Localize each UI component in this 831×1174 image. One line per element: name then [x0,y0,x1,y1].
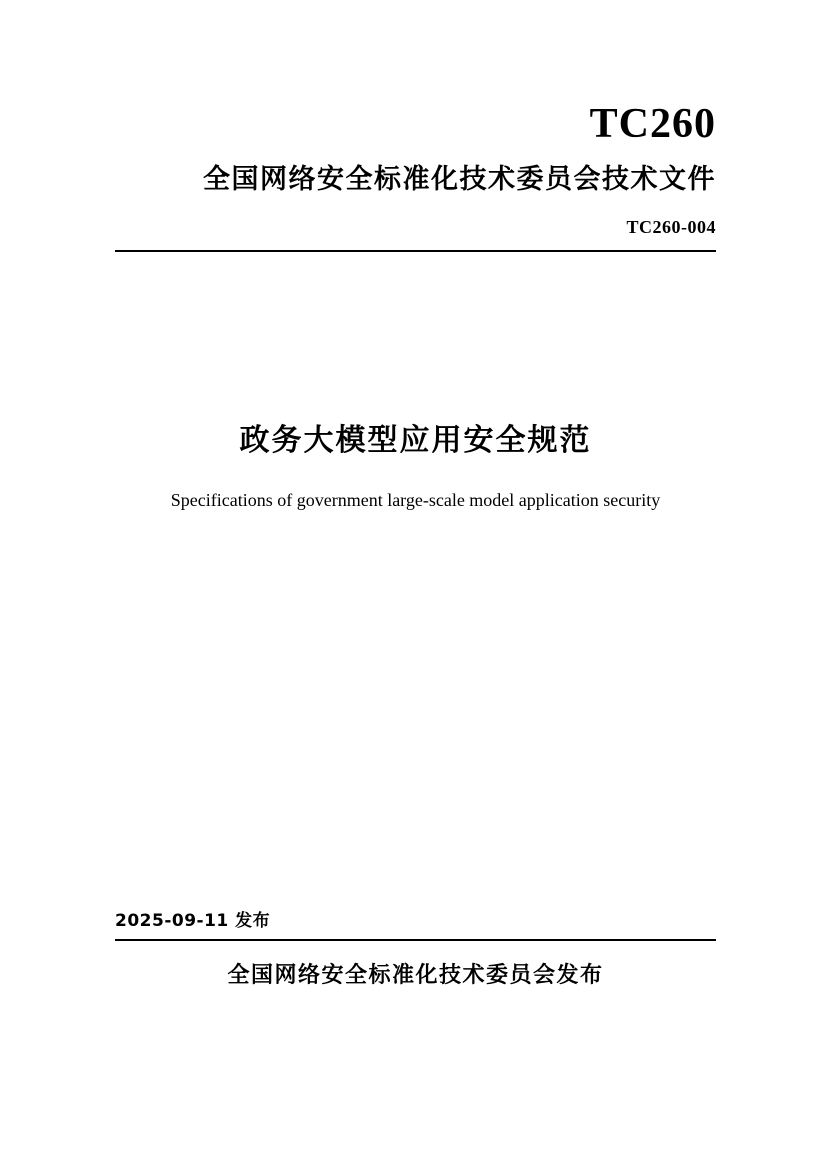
issuing-organization: 全国网络安全标准化技术委员会发布 [227,963,604,988]
document-title-block [115,420,716,513]
release-date: 2025-09-11 发布 [115,911,271,931]
document-header [115,0,716,252]
header-divider [115,250,716,252]
page-subtitle-english: Specifications of government large-scale model application security [170,490,661,511]
page-title: 政务大模型应用安全规范 [239,423,592,459]
footer-divider [115,939,716,941]
committee-title: 全国网络安全标准化技术委员会技术文件 [203,164,716,196]
document-footer [115,906,716,989]
document-code: TC260 [589,101,716,147]
document-number: TC260-004 [626,217,716,238]
